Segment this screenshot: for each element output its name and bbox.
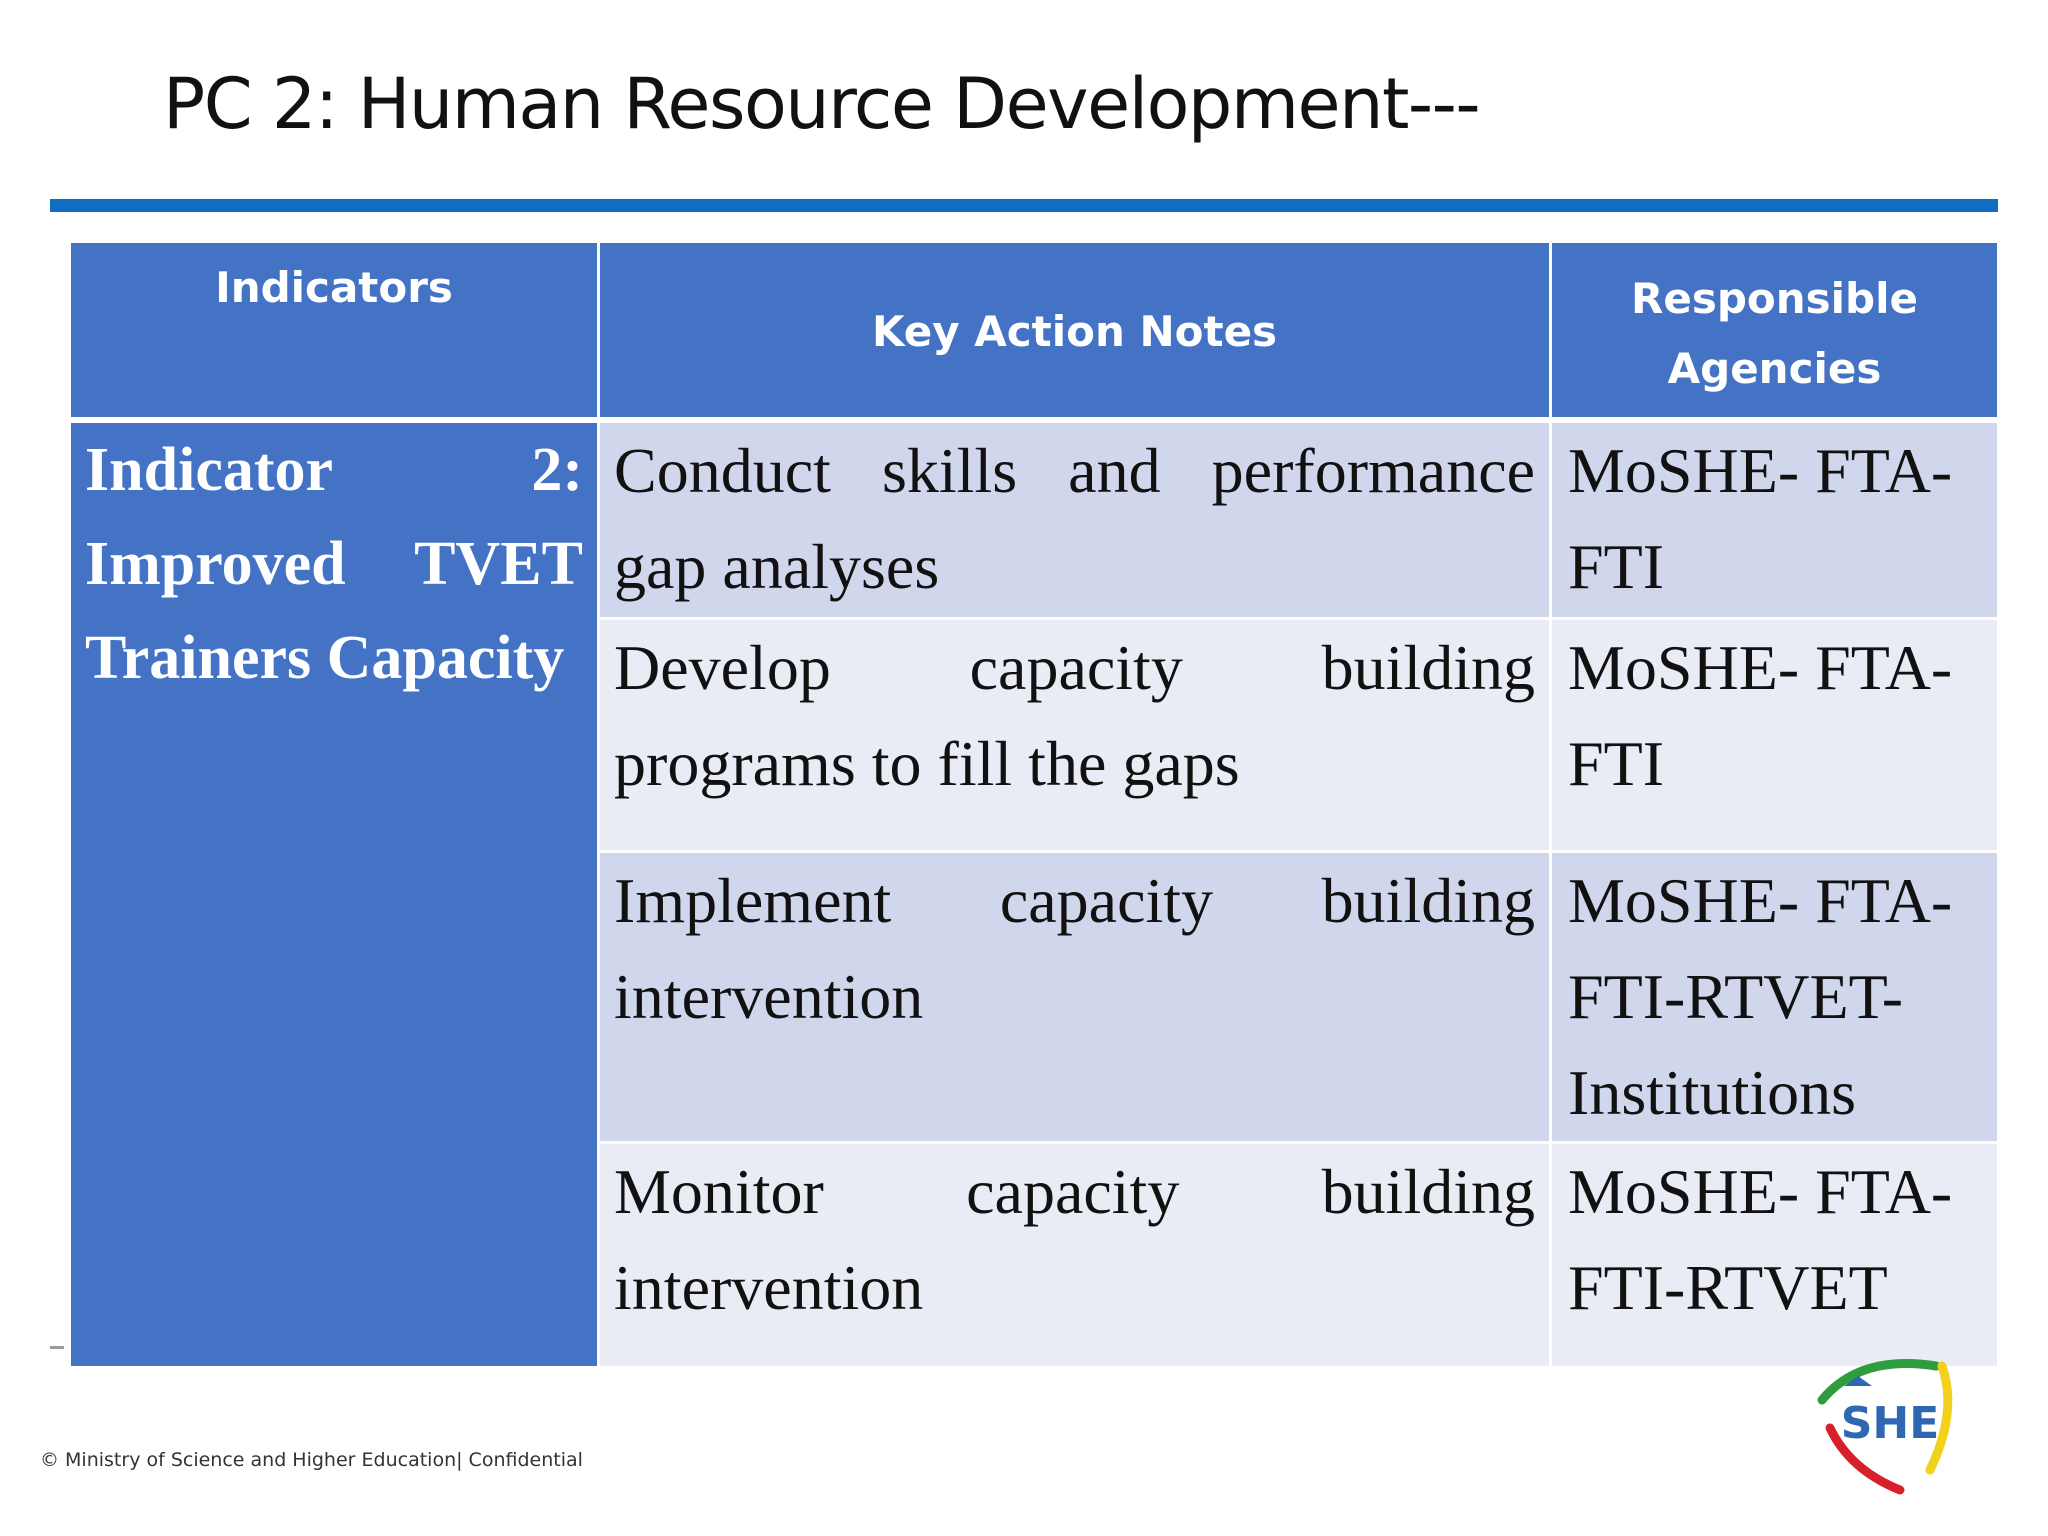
table-row <box>70 420 1999 619</box>
slide-marker <box>50 1346 64 1349</box>
footer-copyright: © Ministry of Science and Higher Education| Confidential <box>40 1449 583 1471</box>
header-responsible-line1: Responsible <box>1631 274 1918 324</box>
responsible-agency-cell: MoSHE- FTA-FTI <box>1551 420 1999 619</box>
key-action-cell: Develop capacity building programs to fill the gaps <box>599 619 1551 852</box>
header-responsible-line2: Agencies <box>1667 343 1882 393</box>
responsible-agency-cell: MoSHE- FTA-FTI <box>1551 619 1999 852</box>
action-table <box>68 240 2000 1369</box>
header-indicators: Indicators <box>70 242 599 420</box>
responsible-agency-cell: MoSHE- FTA-FTI-RTVET-Institutions <box>1551 852 1999 1143</box>
header-responsible-agencies <box>1551 242 1999 420</box>
responsible-agency-cell: MoSHE- FTA-FTI-RTVET <box>1551 1143 1999 1368</box>
moshe-logo-icon <box>1808 1352 1968 1500</box>
table-header-row <box>70 242 1999 420</box>
key-action-cell: Monitor capacity building intervention <box>599 1143 1551 1368</box>
header-key-action-notes: Key Action Notes <box>599 242 1551 420</box>
key-action-cell: Conduct skills and performance gap analyses <box>599 420 1551 619</box>
indicator-cell: Indicator 2: Improved TVET Trainers Capacity <box>70 420 599 1368</box>
slide-title: PC 2: Human Resource Development--- <box>163 63 1480 145</box>
logo-text: SHE <box>1840 1398 1940 1449</box>
title-divider <box>50 199 1998 212</box>
key-action-cell: Implement capacity building intervention <box>599 852 1551 1143</box>
action-table-container <box>68 240 2000 1369</box>
logo-green-arc <box>1822 1364 1936 1400</box>
